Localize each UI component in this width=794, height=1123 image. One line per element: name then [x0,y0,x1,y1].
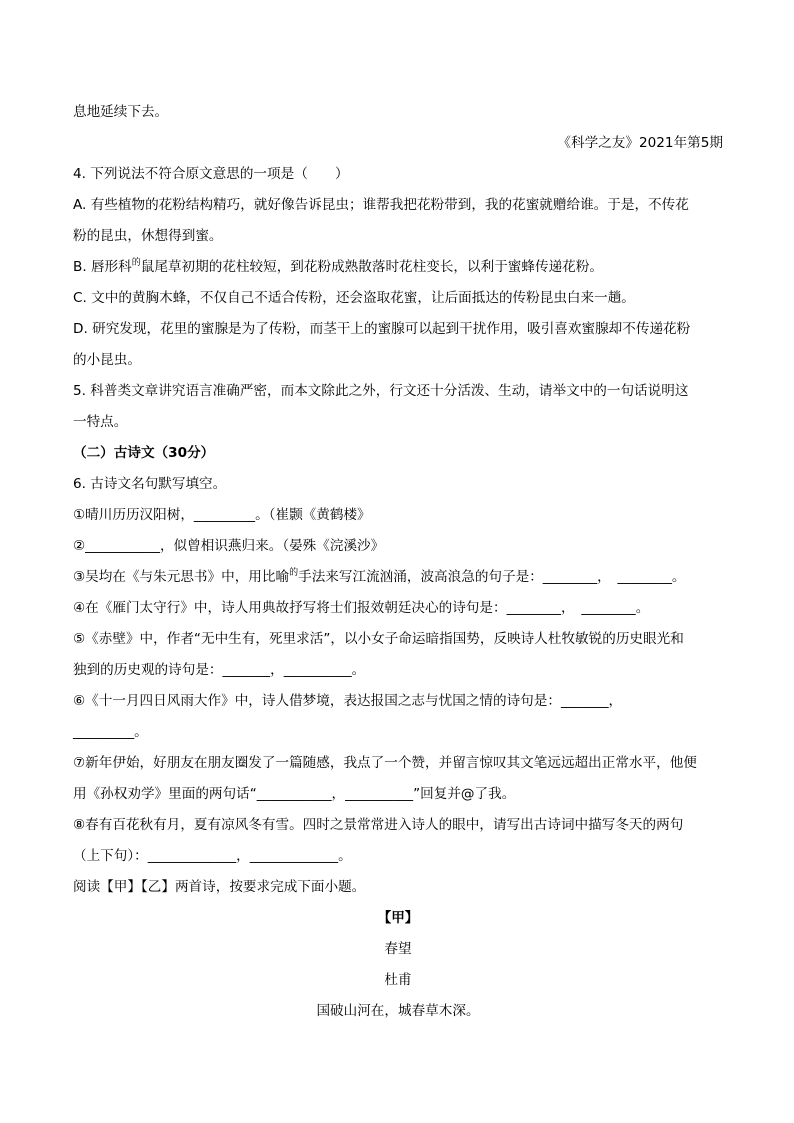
q6-item-6: ⑥《十一月四日风雨大作》中，诗人借梦境，表达报国之志与忧国之情的诗句是：_______， [73,693,623,709]
q4-option-d-cont: 的小昆虫。 [73,352,141,368]
q6-item-3 [73,562,723,593]
passage-end: 息地延续下去。 [73,104,169,120]
q4-option-a: A. 有些植物的花粉结构精巧，就好像告诉昆虫；谁帮我把花粉带到，我的花蜜就赠给谁。于是，不传花 [73,197,689,213]
poem-line: 国破山河在，城春草木深。 [316,1003,480,1019]
q6-item-5-cont: 独到的历史观的诗句是：_______，__________。 [73,662,366,678]
document-page [73,97,723,1027]
reading-instruction: 阅读【甲】【乙】两首诗，按要求完成下面小题。 [73,879,366,895]
q5-stem: 5. 科普类文章讲究语言准确严密，而本文除此之外，行文还十分活泼、生动，请举文中的一句话说明这 [73,383,689,399]
source-citation: 《科学之友》2021年第5期 [557,135,723,151]
section-heading: （二）古诗文（30分） [73,445,215,461]
text: 手法来写江流汹涌，波高浪急的句子是：________， ________。 [298,569,686,585]
q6-stem: 6. 古诗文名句默写填空。 [73,476,227,492]
text: ③吴均在《与朱元思书》中，用比喻 [73,569,290,585]
q4-option-c: C. 文中的黄胸木蜂，不仅自己不适合传粉，还会盗取花蜜，让后面抵达的传粉昆虫白来一趟。 [73,290,635,306]
q4-stem: 4. 下列说法不符合原文意思的一项是（ ） [73,166,349,182]
q6-item-8: ⑧春有百花秋有月，夏有凉风冬有雪。四时之景常常进入诗人的眼中，请写出古诗词中描写冬天的两句 [73,817,684,833]
q6-item-7-cont: 用《孙权劝学》里面的两句话“___________，__________”回复并@了我。 [73,786,516,802]
superscript: 的 [131,258,141,268]
poem-author: 杜甫 [384,972,412,988]
superscript: 的 [289,568,299,578]
q4-option-a-cont: 粉的昆虫，休想得到蜜。 [73,228,223,244]
q4-option-d: D. 研究发现，花里的蜜腺是为了传粉，而茎干上的蜜腺可以起到干扰作用，吸引喜欢蜜腺却不传递花粉 [73,321,691,337]
text: 鼠尾草初期的花柱较短，到花粉成熟散落时花柱变长，以利于蜜蜂传递花粉。 [140,259,603,275]
q6-item-6-cont: _________。 [73,724,148,740]
q4-option-b [73,252,723,283]
q6-item-2: ②___________，似曾相识燕归来。（晏殊《浣溪沙》 [73,538,385,554]
q6-item-1: ①晴川历历汉阳树，_________。（崔颢《黄鹤楼》 [73,507,371,523]
q6-item-5: ⑤《赤壁》中，作者“无中生有，死里求活”，以小女子命运暗指国势，反映诗人杜牧敏锐的历史眼光和 [73,631,684,647]
q6-item-4: ④在《雁门太守行》中，诗人用典故抒写将士们报效朝廷决心的诗句是：________， ________。 [73,600,650,616]
q6-item-8-cont: （上下句）：_____________，_____________。 [73,848,352,864]
q5-stem-cont: 一特点。 [73,414,128,430]
poem-title: 春望 [384,941,412,957]
q6-item-7: ⑦新年伊始，好朋友在朋友圈发了一篇随感，我点了一个赞，并留言惊叹其文笔远远超出正常水平，他便 [73,755,697,771]
poem-label: 【甲】 [377,910,419,926]
text: B. 唇形科 [73,259,132,275]
